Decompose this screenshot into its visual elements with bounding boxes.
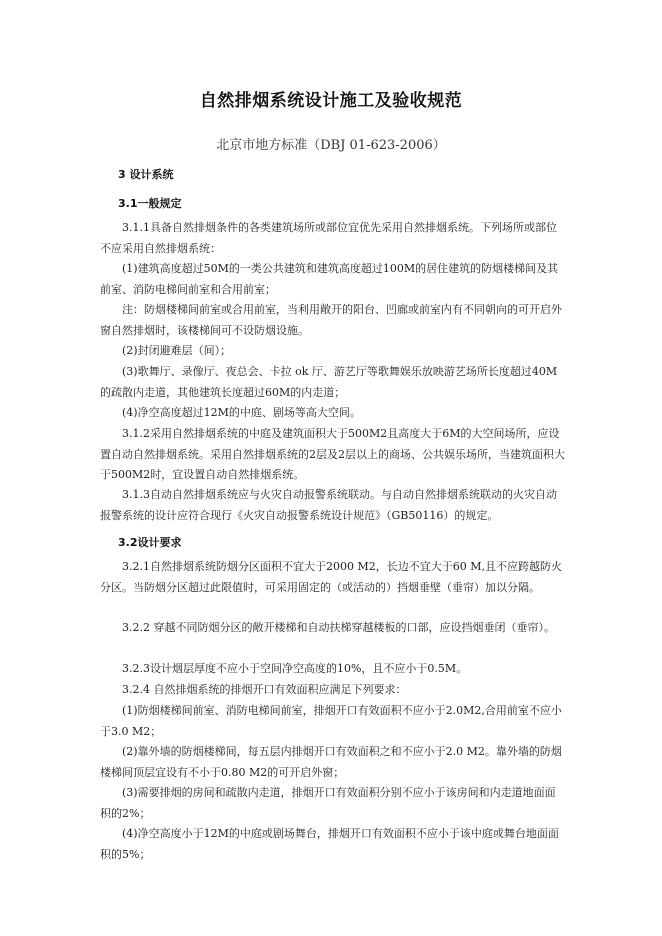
- paragraph: (1)建筑高度超过50M的一类公共建筑和建筑高度超过100M的居住建筑的防烟楼梯间及其前室、消防电梯间前室和合用前室；: [100, 262, 559, 296]
- paragraph: (3)需要排烟的房间和疏散内走道，排烟开口有效面积分别不应小于该房间和内走道地面面积的2%；: [100, 786, 556, 820]
- paragraph: (4)净空高度小于12M的中庭或剧场舞台，排烟开口有效面积不应小于该中庭或舞台地面面积的5%；: [100, 827, 559, 861]
- note-paragraph: 注：防烟楼梯间前室或合用前室，当利用敞开的阳台、凹廊或前室内有不同朝向的可开启外窗自然排烟时，该楼梯间可不设防烟设施。: [100, 303, 562, 337]
- paragraph: (4)净空高度超过12M的中庭、剧场等高大空间。: [122, 406, 361, 419]
- paragraph: 3.2.4 自然排烟系统的排烟开口有效面积应满足下列要求：: [122, 683, 407, 696]
- subsection-heading-design: 3.2设计要求: [118, 536, 182, 549]
- paragraph: 3.2.1自然排烟系统防烟分区面积不宜大于2000 M2，长边不宜大于60 M,且不应跨越防火分区。当防烟分区超过此限值时，可采用固定的（或活动的）挡烟垂壁（垂帘）加以分隔。: [100, 560, 562, 594]
- document-title: 自然排烟系统设计施工及验收规范: [199, 91, 463, 111]
- paragraph: 3.2.3设计烟层厚度不应小于空间净空高度的10%，且不应小于0.5M。: [122, 662, 468, 675]
- paragraph: (1)防烟楼梯间前室、消防电梯间前室，排烟开口有效面积不应小于2.0M2,合用前室不应小于3.0 M2；: [100, 704, 562, 738]
- section-heading: 3 设计系统: [118, 168, 174, 181]
- paragraph: 3.1.3自动自然排烟系统应与火灾自动报警系统联动。与自动自然排烟系统联动的火灾自动报警系统的设计应符合现行《火灾自动报警系统设计规范》（GB50116）的规定。: [100, 488, 557, 522]
- paragraph: (2)封闭避难层（间）；: [122, 344, 232, 357]
- paragraph: 3.1.2采用自然排烟系统的中庭及建筑面积大于500M2且高度大于6M的大空间场所，应设置自动自然排烟系统。采用自然排烟系统的2层及2层以上的商场、公共娱乐场所，当建筑面积大于500M2时，宜设置自动自然排烟系统。: [100, 427, 565, 481]
- paragraph: (3)歌舞厅、录像厅、夜总会、卡拉 ok 厅、游艺厅等歌舞娱乐放映游艺场所长度超过40M的疏散内走道，其他建筑长度超过60M的内走道；: [100, 365, 558, 399]
- paragraph: (2)靠外墙的防烟楼梯间，每五层内排烟开口有效面积之和不应小于2.0 M2。靠外墙的防烟楼梯间顶层宜设有不小于0.80 M2的可开启外窗；: [100, 745, 562, 779]
- document-subtitle: 北京市地方标准（DBJ 01-623-2006）: [216, 138, 446, 153]
- subsection-heading-general: 3.1一般规定: [118, 197, 182, 210]
- paragraph: 3.1.1具备自然排烟条件的各类建筑场所或部位宜优先采用自然排烟系统。下列场所或部位不应采用自然排烟系统：: [100, 221, 557, 255]
- paragraph: 3.2.2 穿越不同防烟分区的敞开楼梯和自动扶梯穿越楼板的口部，应设挡烟垂闭（垂帘）。: [122, 621, 555, 634]
